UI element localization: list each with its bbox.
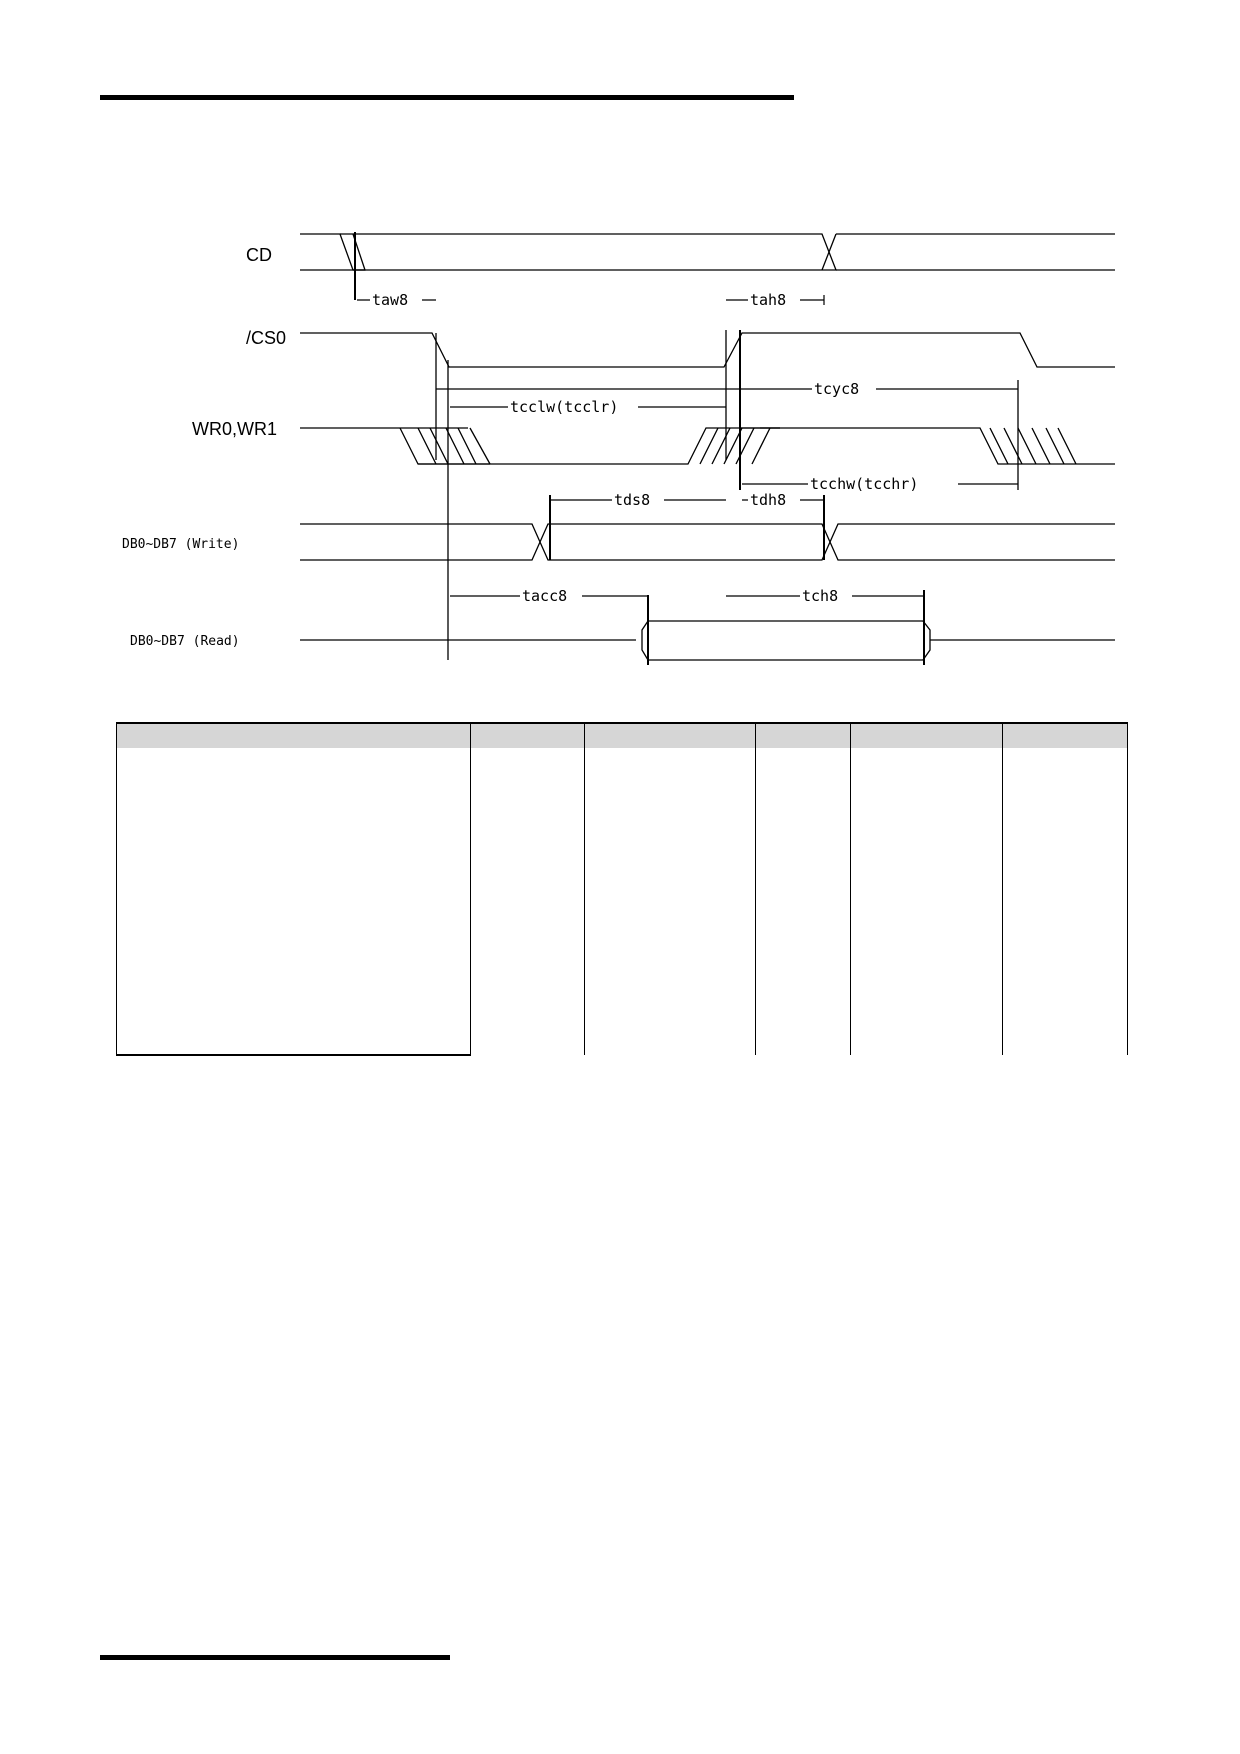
- table-header-cell: [470, 723, 585, 748]
- label-tcclw: tcclw(tcclr): [510, 398, 619, 416]
- label-tcchw: tcchw(tcchr): [810, 475, 919, 493]
- label-tdh8: tdh8: [750, 491, 787, 509]
- timing-diagram: [0, 0, 1240, 720]
- table-header-cell: [585, 723, 756, 748]
- table-cell: [117, 748, 471, 1055]
- signal-label-cd: CD: [246, 245, 272, 265]
- table-cell: [1003, 748, 1128, 1055]
- table-header-cell: [1003, 723, 1128, 748]
- table-cell: [850, 748, 1003, 1055]
- table-cell: [585, 748, 756, 1055]
- db-write-waveform: [300, 495, 1115, 560]
- db-read-waveform: [300, 590, 1115, 665]
- signal-label-db-write: DB0~DB7 (Write): [122, 537, 240, 552]
- label-tah8: tah8: [750, 291, 787, 309]
- timing-parameter-table: [116, 722, 1128, 1056]
- table-cell: [470, 748, 585, 1055]
- table-row: [117, 748, 1128, 1055]
- table-header-cell: [117, 723, 471, 748]
- table-header-cell: [850, 723, 1003, 748]
- signal-label-cs0: /CS0: [246, 328, 287, 348]
- label-tds8: tds8: [614, 491, 651, 509]
- label-tch8: tch8: [802, 587, 839, 605]
- cd-waveform: [300, 232, 1115, 300]
- table-cell: [756, 748, 850, 1055]
- signal-label-wr: WR0,WR1: [192, 419, 277, 439]
- cs0-waveform: [300, 330, 1115, 660]
- table-header-cell: [756, 723, 850, 748]
- wr-waveform: [300, 380, 1115, 490]
- label-tcyc8: tcyc8: [814, 380, 860, 398]
- signal-label-db-read: DB0~DB7 (Read): [130, 634, 240, 649]
- label-tacc8: tacc8: [522, 587, 568, 605]
- bottom-rule: [100, 1655, 450, 1660]
- timing-arrows: [357, 295, 1018, 596]
- table-header-row: [117, 723, 1128, 748]
- label-taw8: taw8: [372, 291, 409, 309]
